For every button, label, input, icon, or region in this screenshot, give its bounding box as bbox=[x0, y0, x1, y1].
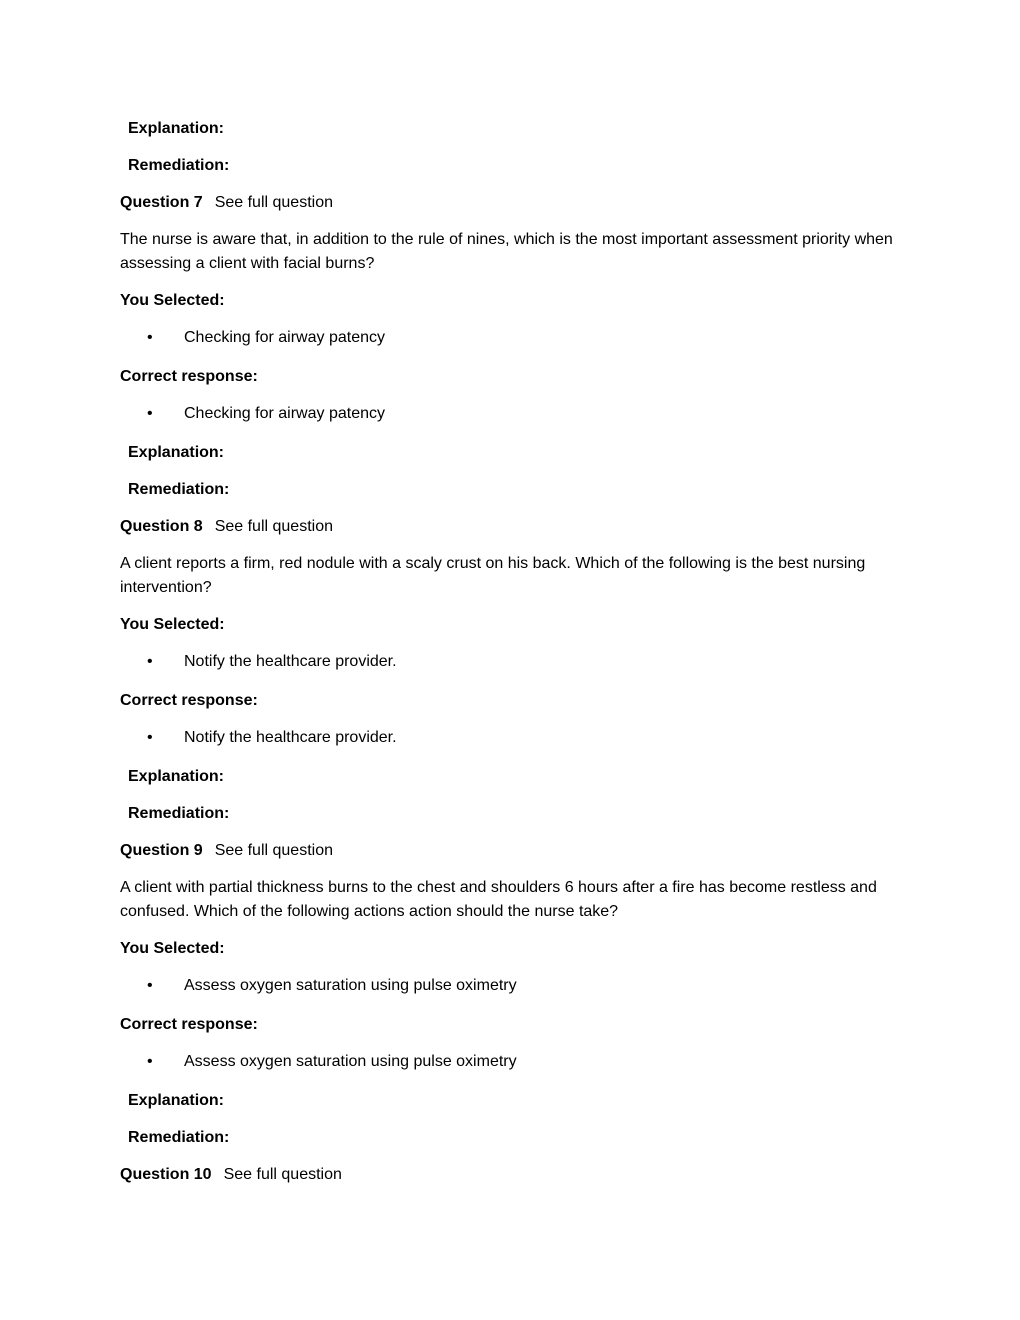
remediation-label: Remediation: bbox=[128, 157, 230, 174]
correct-response-label: Correct response: bbox=[120, 692, 258, 709]
see-full-question-link[interactable]: See full question bbox=[214, 518, 333, 535]
question-number: Question 7 bbox=[120, 194, 203, 211]
correct-answer-text: Checking for airway patency bbox=[184, 405, 385, 422]
document-page bbox=[120, 117, 900, 1187]
explanation-label: Explanation: bbox=[128, 120, 225, 137]
selected-answer-text: Assess oxygen saturation using pulse oximetry bbox=[184, 977, 517, 994]
explanation-label: Explanation: bbox=[128, 444, 225, 461]
question-text: A client reports a firm, red nodule with a scaly crust on his back. Which of the following is the best nursing intervention? bbox=[120, 555, 866, 596]
explanation-label: Explanation: bbox=[128, 1092, 225, 1109]
correct-answer-text: Notify the healthcare provider. bbox=[184, 729, 397, 746]
selected-answer-text: Checking for airway patency bbox=[184, 329, 385, 346]
remediation-label: Remediation: bbox=[128, 1129, 230, 1146]
bullet-icon: • bbox=[147, 1053, 153, 1070]
correct-answer-text: Assess oxygen saturation using pulse oximetry bbox=[184, 1053, 517, 1070]
correct-response-label: Correct response: bbox=[120, 1016, 258, 1033]
see-full-question-link[interactable]: See full question bbox=[214, 194, 333, 211]
bullet-icon: • bbox=[147, 653, 153, 670]
question-number: Question 9 bbox=[120, 842, 203, 859]
question-text: A client with partial thickness burns to the chest and shoulders 6 hours after a fire has become restless and confused. Which of the following actions action should the nurse take? bbox=[120, 879, 877, 920]
question-header-10 bbox=[120, 1163, 900, 1187]
explanation-label: Explanation: bbox=[128, 768, 225, 785]
see-full-question-link[interactable]: See full question bbox=[223, 1166, 342, 1183]
you-selected-label: You Selected: bbox=[120, 616, 225, 633]
bullet-icon: • bbox=[147, 977, 153, 994]
question-header bbox=[120, 515, 900, 539]
remediation-label: Remediation: bbox=[128, 481, 230, 498]
bullet-icon: • bbox=[147, 405, 153, 422]
selected-answer bbox=[120, 650, 900, 674]
correct-response-label: Correct response: bbox=[120, 368, 258, 385]
correct-answer bbox=[120, 1050, 900, 1074]
correct-answer bbox=[120, 402, 900, 426]
see-full-question-link[interactable]: See full question bbox=[214, 842, 333, 859]
bullet-icon: • bbox=[147, 329, 153, 346]
question-block-9 bbox=[120, 839, 900, 1150]
question-number: Question 8 bbox=[120, 518, 203, 535]
remediation-label: Remediation: bbox=[128, 805, 230, 822]
question-text: The nurse is aware that, in addition to the rule of nines, which is the most important assessment priority when assessing a client with facial burns? bbox=[120, 231, 893, 272]
bullet-icon: • bbox=[147, 729, 153, 746]
question-number: Question 10 bbox=[120, 1166, 212, 1183]
you-selected-label: You Selected: bbox=[120, 940, 225, 957]
question-block-8 bbox=[120, 515, 900, 826]
selected-answer bbox=[120, 974, 900, 998]
correct-answer bbox=[120, 726, 900, 750]
selected-answer-text: Notify the healthcare provider. bbox=[184, 653, 397, 670]
you-selected-label: You Selected: bbox=[120, 292, 225, 309]
question-header bbox=[120, 191, 900, 215]
question-block-7 bbox=[120, 191, 900, 502]
question-header bbox=[120, 839, 900, 863]
selected-answer bbox=[120, 326, 900, 350]
